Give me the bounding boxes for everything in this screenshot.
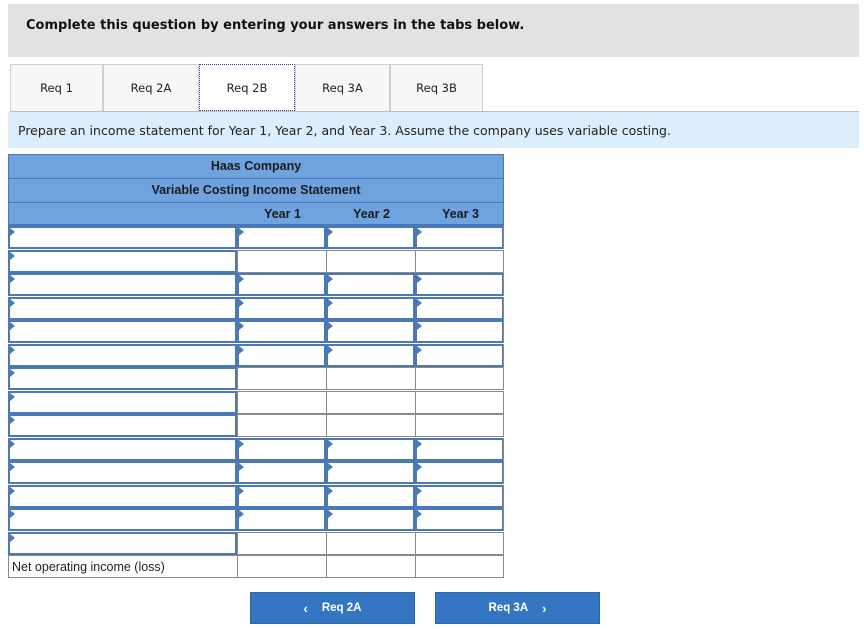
dropdown-indicator-icon <box>239 275 244 283</box>
amount-input-year-1 <box>237 250 326 273</box>
amount-input-year-3[interactable] <box>415 344 504 367</box>
amount-input-year-1 <box>237 532 326 555</box>
statement-row <box>8 485 504 509</box>
dropdown-indicator-icon <box>239 322 244 330</box>
tab-req-3b[interactable] <box>390 64 483 111</box>
row-border <box>503 391 504 414</box>
row-border <box>503 532 504 555</box>
row-label-input[interactable] <box>8 344 237 367</box>
row-label-input[interactable] <box>8 297 237 320</box>
dropdown-indicator-icon <box>10 346 15 354</box>
statement-row <box>8 414 504 438</box>
dropdown-indicator-icon <box>10 252 15 260</box>
row-label-input[interactable] <box>8 508 237 531</box>
row-label-input[interactable] <box>8 367 237 390</box>
row-label-input[interactable] <box>8 391 237 414</box>
statement-row <box>8 273 504 297</box>
statement-row <box>8 508 504 532</box>
row-border <box>503 344 504 367</box>
amount-input-year-2 <box>326 391 415 414</box>
row-border <box>503 508 504 531</box>
row-border <box>503 320 504 343</box>
dropdown-indicator-icon <box>10 369 15 377</box>
chevron-right-icon: › <box>542 600 547 616</box>
row-border <box>503 226 504 249</box>
statement-title: Variable Costing Income Statement <box>8 178 504 202</box>
statement-row <box>8 250 504 274</box>
tab-focus-ring <box>199 64 295 111</box>
dropdown-indicator-icon <box>10 487 15 495</box>
amount-input-year-3[interactable] <box>415 508 504 531</box>
statement-row <box>8 438 504 462</box>
dropdown-indicator-icon <box>239 487 244 495</box>
amount-input-year-3 <box>415 250 504 273</box>
dropdown-indicator-icon <box>239 510 244 518</box>
amount-input-year-2[interactable] <box>326 226 415 249</box>
amount-input-year-2 <box>326 555 415 578</box>
amount-input-year-1[interactable] <box>237 226 326 249</box>
amount-input-year-1[interactable] <box>237 273 326 296</box>
dropdown-indicator-icon <box>10 299 15 307</box>
row-border <box>503 438 504 461</box>
dropdown-indicator-icon <box>10 463 15 471</box>
statement-row <box>8 344 504 368</box>
row-border <box>503 273 504 296</box>
dropdown-indicator-icon <box>239 299 244 307</box>
dropdown-indicator-icon <box>328 346 333 354</box>
amount-input-year-1[interactable] <box>237 320 326 343</box>
row-label-input[interactable] <box>8 414 237 437</box>
instructions-text: Prepare an income statement for Year 1, Year 2, and Year 3. Assume the company uses variable costing. <box>8 112 859 148</box>
dropdown-indicator-icon <box>10 322 15 330</box>
tab-label: Req 3A <box>322 81 363 95</box>
net-operating-income-label: Net operating income (loss) <box>12 560 165 574</box>
tab-req-3a[interactable] <box>295 64 390 111</box>
amount-input-year-1 <box>237 555 326 578</box>
amount-input-year-2[interactable] <box>326 461 415 484</box>
question-title: Complete this question by entering your answers in the tabs below. <box>26 18 525 33</box>
dropdown-indicator-icon <box>328 299 333 307</box>
tab-req-2a[interactable] <box>103 64 199 111</box>
statement-rows <box>8 226 504 579</box>
amount-input-year-3 <box>415 391 504 414</box>
dropdown-indicator-icon <box>10 275 15 283</box>
dropdown-indicator-icon <box>10 416 15 424</box>
amount-input-year-3[interactable] <box>415 485 504 508</box>
statement-row <box>8 367 504 391</box>
income-statement-table <box>8 154 504 579</box>
amount-input-year-2[interactable] <box>326 344 415 367</box>
row-border <box>503 250 504 273</box>
row-label-input[interactable] <box>8 273 237 296</box>
dropdown-indicator-icon <box>417 322 422 330</box>
tab-req-2b[interactable] <box>199 64 295 111</box>
dropdown-indicator-icon <box>417 346 422 354</box>
amount-input-year-2[interactable] <box>326 438 415 461</box>
row-label-input[interactable] <box>8 461 237 484</box>
row-label-input[interactable] <box>8 226 237 249</box>
dropdown-indicator-icon <box>328 440 333 448</box>
amount-input-year-2 <box>326 250 415 273</box>
amount-input-year-1[interactable] <box>237 438 326 461</box>
amount-input-year-2[interactable] <box>326 273 415 296</box>
row-border <box>503 367 504 390</box>
tab-label: Req 1 <box>40 81 73 95</box>
amount-input-year-2 <box>326 532 415 555</box>
amount-input-year-3 <box>415 367 504 390</box>
company-name: Haas Company <box>8 154 504 178</box>
amount-input-year-2[interactable] <box>326 320 415 343</box>
column-headers <box>8 202 504 226</box>
amount-input-year-1[interactable] <box>237 461 326 484</box>
amount-input-year-1 <box>237 391 326 414</box>
tab-label: Req 2A <box>130 81 172 95</box>
dropdown-indicator-icon <box>417 228 422 236</box>
dropdown-indicator-icon <box>10 393 15 401</box>
dropdown-indicator-icon <box>239 228 244 236</box>
amount-input-year-2[interactable] <box>326 508 415 531</box>
amount-input-year-3 <box>415 532 504 555</box>
amount-input-year-2 <box>326 367 415 390</box>
dropdown-indicator-icon <box>417 463 422 471</box>
amount-input-year-1 <box>237 367 326 390</box>
dropdown-indicator-icon <box>328 463 333 471</box>
dropdown-indicator-icon <box>328 275 333 283</box>
row-border <box>503 414 504 437</box>
statement-row <box>8 297 504 321</box>
column-year-2: Year 2 <box>353 207 390 221</box>
dropdown-indicator-icon <box>239 463 244 471</box>
row-border <box>503 485 504 508</box>
chevron-left-icon: ‹ <box>303 600 308 616</box>
dropdown-indicator-icon <box>10 228 15 236</box>
next-button[interactable] <box>435 592 600 624</box>
prev-button[interactable] <box>250 592 415 624</box>
dropdown-indicator-icon <box>10 534 15 542</box>
amount-input-year-3[interactable] <box>415 461 504 484</box>
statement-row <box>8 461 504 485</box>
amount-input-year-1[interactable] <box>237 485 326 508</box>
dropdown-indicator-icon <box>10 510 15 518</box>
next-button-label: Req 3A <box>488 602 529 614</box>
dropdown-indicator-icon <box>328 322 333 330</box>
statement-row <box>8 226 504 250</box>
dropdown-indicator-icon <box>10 440 15 448</box>
dropdown-indicator-icon <box>239 440 244 448</box>
dropdown-indicator-icon <box>417 299 422 307</box>
amount-input-year-3[interactable] <box>415 273 504 296</box>
amount-input-year-2[interactable] <box>326 485 415 508</box>
amount-input-year-1 <box>237 414 326 437</box>
dropdown-indicator-icon <box>239 346 244 354</box>
dropdown-indicator-icon <box>417 510 422 518</box>
row-border <box>503 461 504 484</box>
amount-input-year-2 <box>326 414 415 437</box>
row-border <box>503 297 504 320</box>
amount-input-year-1[interactable] <box>237 508 326 531</box>
column-year-3: Year 3 <box>442 207 479 221</box>
dropdown-indicator-icon <box>328 487 333 495</box>
row-border <box>503 555 504 578</box>
dropdown-indicator-icon <box>328 228 333 236</box>
statement-row <box>8 532 504 556</box>
amount-input-year-3[interactable] <box>415 320 504 343</box>
row-label-input[interactable] <box>8 250 237 273</box>
amount-input-year-3[interactable] <box>415 226 504 249</box>
amount-input-year-3 <box>415 555 504 578</box>
dropdown-indicator-icon <box>328 510 333 518</box>
dropdown-indicator-icon <box>417 487 422 495</box>
statement-row <box>8 391 504 415</box>
statement-row <box>8 320 504 344</box>
dropdown-indicator-icon <box>417 440 422 448</box>
prev-button-label: Req 2A <box>321 602 362 614</box>
dropdown-indicator-icon <box>417 275 422 283</box>
amount-input-year-1[interactable] <box>237 297 326 320</box>
row-label-input[interactable] <box>8 438 237 461</box>
tab-label: Req 3B <box>416 81 457 95</box>
column-year-1: Year 1 <box>264 207 301 221</box>
row-label-input[interactable] <box>8 320 237 343</box>
amount-input-year-3[interactable] <box>415 438 504 461</box>
row-label-input[interactable] <box>8 485 237 508</box>
tab-label: Req 2B <box>226 80 268 95</box>
amount-input-year-1[interactable] <box>237 344 326 367</box>
row-label-input[interactable] <box>8 532 237 555</box>
question-header <box>8 4 859 57</box>
amount-input-year-3[interactable] <box>415 297 504 320</box>
tab-req-1[interactable] <box>10 64 103 111</box>
amount-input-year-3 <box>415 414 504 437</box>
net-operating-income-row <box>8 555 504 579</box>
amount-input-year-2[interactable] <box>326 297 415 320</box>
